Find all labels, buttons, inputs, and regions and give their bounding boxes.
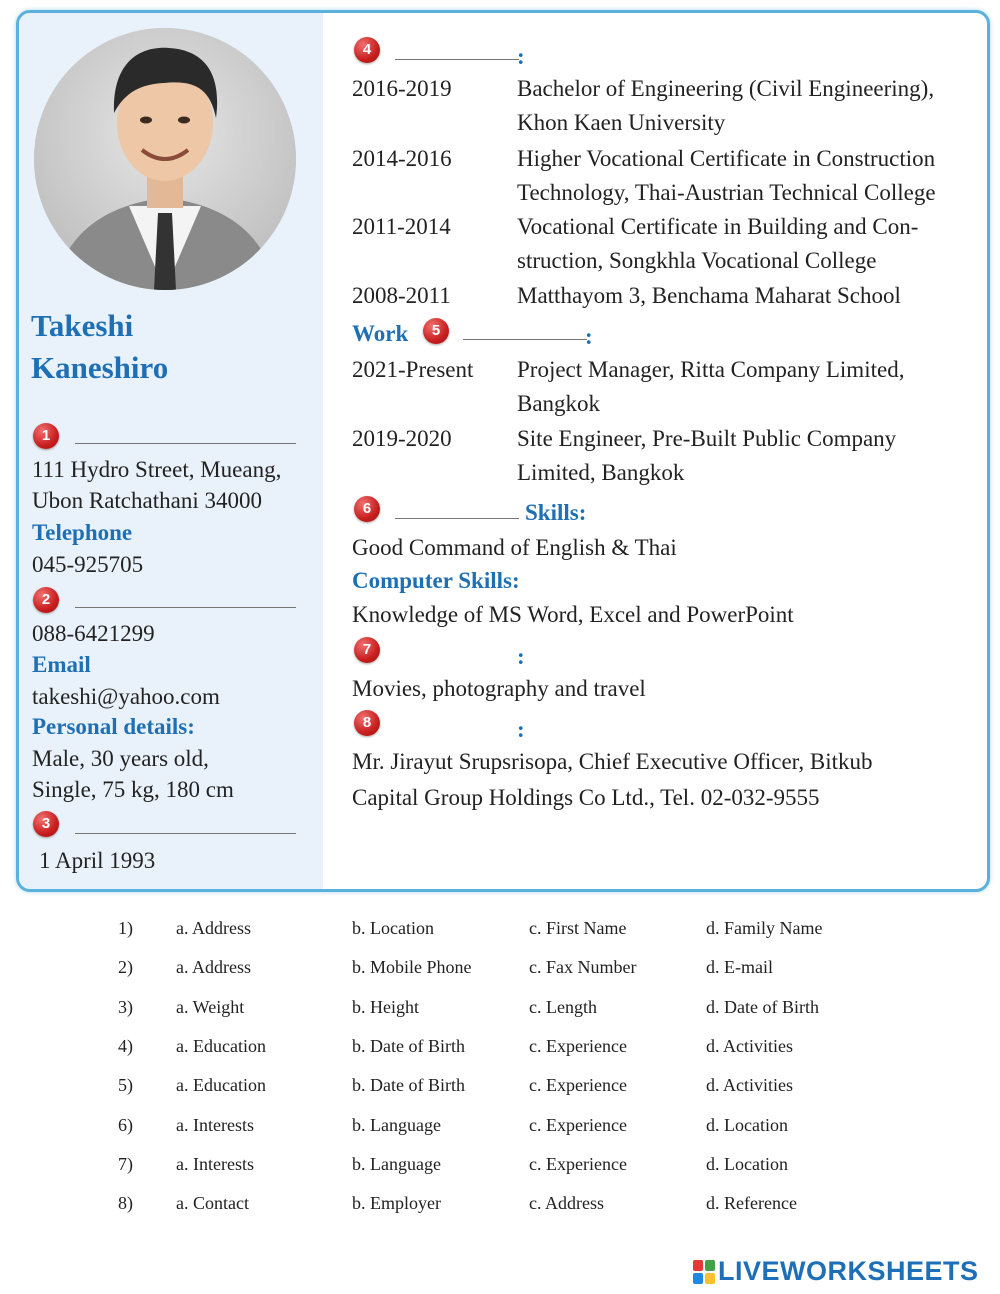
option-b[interactable]: b. Language <box>352 1153 441 1174</box>
option-d[interactable]: d. Activities <box>706 1075 793 1096</box>
question-5-badge: 5 <box>423 318 449 344</box>
telephone-value: 045-925705 <box>32 552 144 577</box>
question-number: 1) <box>118 918 133 938</box>
mobile-value: 088-6421299 <box>32 621 155 646</box>
option-d[interactable]: d. E-mail <box>706 957 773 978</box>
work-1-line-2: Bangkok <box>517 391 601 416</box>
option-c[interactable]: c. Experience <box>529 1114 627 1135</box>
option-c[interactable]: c. Length <box>529 996 597 1017</box>
education-1-line-2: Khon Kaen University <box>517 110 726 135</box>
education-4-years: 2008-2011 <box>352 283 451 308</box>
work-2-line-1: Site Engineer, Pre-Built Public Company <box>517 426 897 451</box>
personal-line-2: Single, 75 kg, 180 cm <box>32 777 234 802</box>
question-6-badge: 6 <box>354 496 380 522</box>
work-2-years: 2019-2020 <box>352 426 452 451</box>
work-2-line-2: Limited, Bangkok <box>517 460 685 485</box>
question-7-badge: 7 <box>354 637 380 663</box>
profile-photo <box>34 28 296 290</box>
email-value: takeshi@yahoo.com <box>32 684 220 709</box>
question-number: 2) <box>118 957 133 978</box>
question-number: 8) <box>118 1193 133 1214</box>
question-3-badge: 3 <box>33 811 59 837</box>
option-b[interactable]: b. Date of Birth <box>352 1035 465 1056</box>
option-d[interactable]: d. Location <box>706 1153 788 1174</box>
question-number: 4) <box>118 1035 133 1056</box>
option-b[interactable]: b. Location <box>352 918 434 938</box>
option-b[interactable]: b. Employer <box>352 1193 441 1214</box>
option-c[interactable]: c. First Name <box>529 918 627 938</box>
interests-value: Movies, photography and travel <box>352 676 646 701</box>
education-2-line-2: Technology, Thai-Austrian Technical College <box>517 180 936 205</box>
logo-text: LIVEWORKSHEETS <box>718 1256 979 1286</box>
logo-icon <box>693 1260 715 1284</box>
option-d[interactable]: d. Date of Birth <box>706 996 819 1017</box>
skills-label: Skills: <box>525 500 587 525</box>
resume-sidebar <box>19 13 323 889</box>
computer-skills-label: Computer Skills: <box>352 568 520 593</box>
option-a[interactable]: a. Contact <box>176 1193 249 1214</box>
education-3-years: 2011-2014 <box>352 214 451 239</box>
option-a[interactable]: a. Address <box>176 957 251 978</box>
person-name <box>31 305 168 389</box>
personal-line-1: Male, 30 years old, <box>32 746 209 771</box>
option-a[interactable]: a. Weight <box>176 996 245 1017</box>
question-number: 3) <box>118 996 133 1017</box>
first-name: Takeshi <box>31 308 134 343</box>
section-8-colon: : <box>517 717 525 742</box>
section-7-colon: : <box>517 644 525 669</box>
blank-1-line <box>75 443 296 444</box>
email-label: Email <box>32 652 91 677</box>
blank-6-line <box>395 518 519 519</box>
telephone-label: Telephone <box>32 520 133 545</box>
last-name: Kaneshiro <box>31 350 169 385</box>
option-b[interactable]: b. Date of Birth <box>352 1075 465 1096</box>
question-4-badge: 4 <box>354 37 380 63</box>
education-1-years: 2016-2019 <box>352 76 452 101</box>
work-1-years: 2021-Present <box>352 357 474 382</box>
question-number: 6) <box>118 1114 133 1135</box>
option-a[interactable]: a. Education <box>176 1075 266 1096</box>
education-2-years: 2014-2016 <box>352 146 452 171</box>
blank-4-line <box>395 59 519 60</box>
birth-date-value: 1 April 1993 <box>39 848 156 873</box>
option-c[interactable]: c. Fax Number <box>529 957 637 978</box>
option-a[interactable]: a. Education <box>176 1035 266 1056</box>
language-skill: Good Command of English & Thai <box>352 535 677 560</box>
question-number: 5) <box>118 1075 133 1096</box>
reference-line-2: Capital Group Holdings Co Ltd., Tel. 02-032-9555 <box>352 785 820 810</box>
question-2-badge: 2 <box>33 587 59 613</box>
work-1-line-1: Project Manager, Ritta Company Limited, <box>517 357 905 382</box>
option-d[interactable]: d. Location <box>706 1114 788 1135</box>
education-3-line-1: Vocational Certificate in Building and Con- <box>517 214 919 239</box>
option-d[interactable]: d. Activities <box>706 1035 793 1056</box>
option-d[interactable]: d. Family Name <box>706 918 823 938</box>
question-number: 7) <box>118 1153 133 1174</box>
option-b[interactable]: b. Mobile Phone <box>352 957 472 978</box>
option-b[interactable]: b. Language <box>352 1114 441 1135</box>
option-d[interactable]: d. Reference <box>706 1193 797 1214</box>
education-1-line-1: Bachelor of Engineering (Civil Engineering), <box>517 76 935 101</box>
address-line-2: Ubon Ratchathani 34000 <box>32 488 262 513</box>
liveworksheets-logo <box>693 1256 979 1284</box>
education-2-line-1: Higher Vocational Certificate in Construction <box>517 146 936 171</box>
option-a[interactable]: a. Address <box>176 918 251 938</box>
option-b[interactable]: b. Height <box>352 996 419 1017</box>
resume-card <box>16 10 990 892</box>
address-line-1: 111 Hydro Street, Mueang, <box>32 457 282 482</box>
reference-line-1: Mr. Jirayut Srupsrisopa, Chief Executive Officer, Bitkub <box>352 749 873 774</box>
question-1-badge: 1 <box>33 423 59 449</box>
blank-2-line <box>75 607 296 608</box>
computer-skill: Knowledge of MS Word, Excel and PowerPoint <box>352 602 794 627</box>
option-a[interactable]: a. Interests <box>176 1114 254 1135</box>
education-3-line-2: struction, Songkhla Vocational College <box>517 248 877 273</box>
option-c[interactable]: c. Address <box>529 1193 604 1214</box>
question-8-badge: 8 <box>354 710 380 736</box>
blank-3-line <box>75 833 296 834</box>
education-4-line-1: Matthayom 3, Benchama Maharat School <box>517 283 901 308</box>
option-a[interactable]: a. Interests <box>176 1153 254 1174</box>
option-c[interactable]: c. Experience <box>529 1153 627 1174</box>
section-4-colon: : <box>517 44 525 69</box>
section-5-colon: : <box>585 324 593 349</box>
option-c[interactable]: c. Experience <box>529 1035 627 1056</box>
personal-details-label: Personal details: <box>32 714 195 739</box>
option-c[interactable]: c. Experience <box>529 1075 627 1096</box>
work-label: Work <box>352 321 409 346</box>
blank-5-line <box>463 339 587 340</box>
